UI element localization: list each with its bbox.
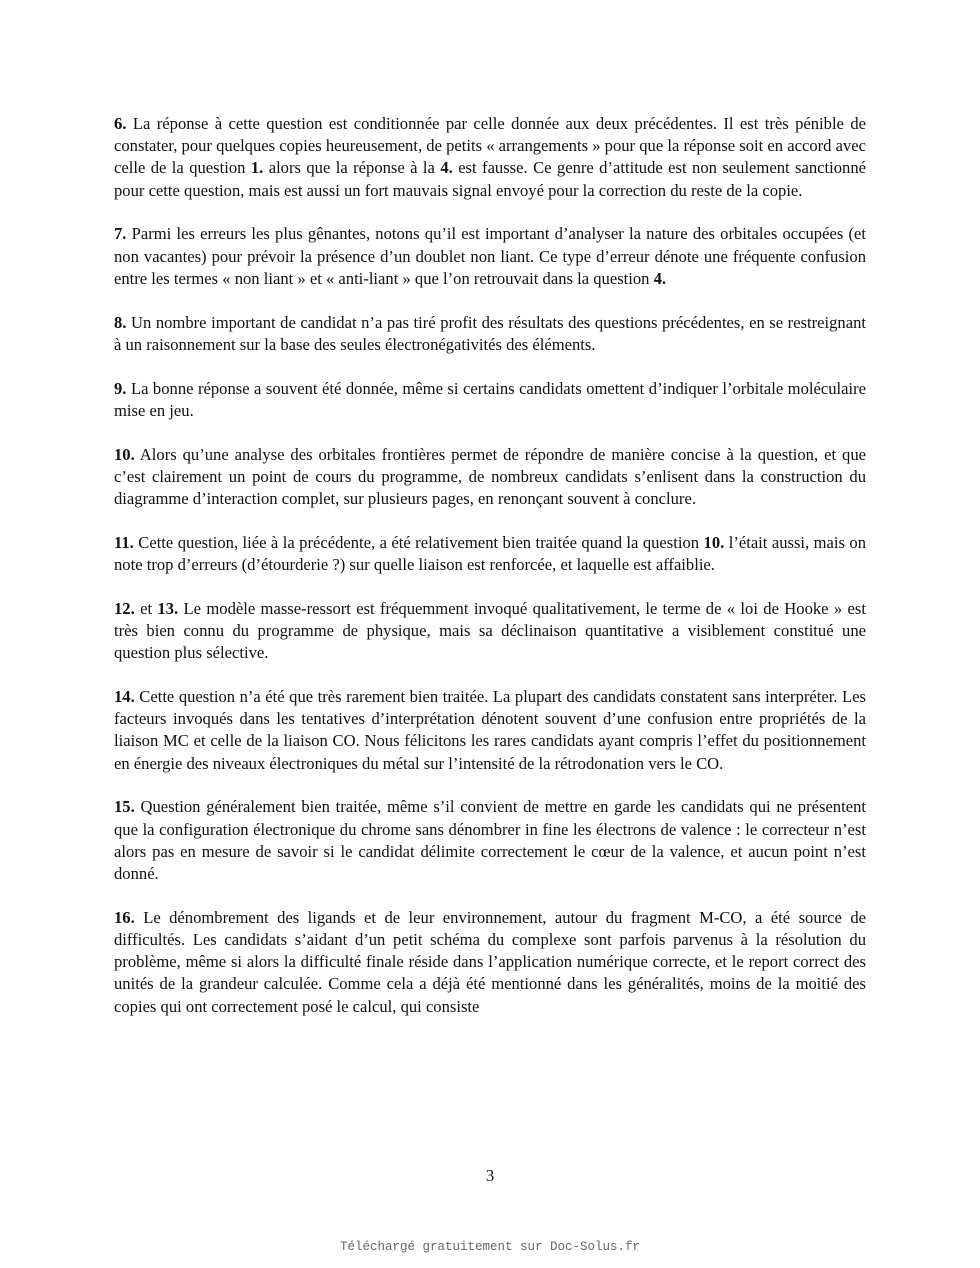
paragraph-q7 bbox=[114, 223, 866, 290]
paragraph-text: l’était aussi, mais on note trop d’erreurs (d’étourderie ?) sur quelle liaison est renforcée, et laquelle est affaiblie. bbox=[114, 532, 866, 575]
question-number: 14. bbox=[114, 687, 135, 707]
document-body bbox=[114, 113, 866, 1039]
question-reference: 10. bbox=[703, 532, 725, 552]
question-reference: 4. bbox=[653, 268, 667, 288]
question-number: 9. bbox=[114, 378, 127, 398]
question-number: 15. bbox=[114, 797, 135, 817]
paragraph-text: Question généralement bien traitée, même s’il convient de mettre en garde les candidats qui ne présentent que la configuration électronique du chrome sans dénombrer in fine les électrons de valence : le correcteur n’est alors pas en mesure de savoir si le candidat délimite correctement le cœur de la valence, et aucun point n’est donné. bbox=[114, 797, 866, 884]
question-number: 7. bbox=[114, 224, 127, 244]
paragraph-q8 bbox=[114, 312, 866, 356]
paragraph-text: et bbox=[134, 598, 158, 618]
paragraph-q15 bbox=[114, 796, 866, 885]
question-number: 16. bbox=[114, 907, 135, 927]
paragraph-q16 bbox=[114, 907, 866, 1018]
question-number: 13. bbox=[157, 598, 179, 618]
paragraph-text: La réponse à cette question est conditionnée par celle donnée aux deux précédentes. Il est très pénible de constater, pour quelques copies heureusement, de petits « arrangements » pour que la réponse soit en accord avec celle de la question bbox=[114, 114, 866, 178]
paragraph-text: est fausse. Ce genre d’attitude est non seulement sanctionné pour cette question, mais est aussi un fort mauvais signal envoyé pour la correction du reste de la copie. bbox=[114, 158, 866, 200]
paragraph-q14 bbox=[114, 686, 866, 775]
question-number: 11. bbox=[114, 532, 134, 552]
paragraph-q12-13 bbox=[114, 598, 866, 665]
paragraph-q11 bbox=[114, 532, 866, 576]
paragraph-text: Parmi les erreurs les plus gênantes, notons qu’il est important d’analyser la nature des orbitales occupées (et non vacantes) pour prévoir la présence d’un doublet non liant. Ce type d’erreur dénote une fréquente confusion entre les termes « non liant » et « anti-liant » que l’on retrouvait dans la question bbox=[114, 224, 866, 288]
paragraph-q10 bbox=[114, 444, 866, 511]
question-number: 6. bbox=[114, 114, 127, 133]
paragraph-text: Le dénombrement des ligands et de leur environnement, autour du fragment M-CO, a été source de difficultés. Les candidats s’aidant d’un petit schéma du complexe sont parfois parvenus à la résolution du problème, même si alors la difficulté finale réside dans l’application numérique correcte, et le report correct des unités de la grandeur calculée. Comme cela a déjà été mentionné dans les généralités, moins de la moitié des copies qui ont correctement posé le calcul, qui consiste bbox=[114, 907, 866, 1016]
paragraph-q9 bbox=[114, 378, 866, 422]
question-reference: 4. bbox=[440, 158, 453, 178]
paragraph-q6 bbox=[114, 113, 866, 202]
paragraph-text: Cette question n’a été que très rarement bien traitée. La plupart des candidats constatent sans interpréter. Les facteurs invoqués dans les tentatives d’interprétation dénotent souvent d’une confusion entre propriétés de la liaison MC et celle de la liaison CO. Nous félicitons les rares candidats ayant compris l’effet du positionnement en énergie des niveaux électroniques du métal sur l’intensité de la rétrodonation vers le CO. bbox=[114, 687, 866, 773]
paragraph-text: Le modèle masse-ressort est fréquemment invoqué qualitativement, le terme de « loi de Hooke » est très bien connu du programme de physique, mais sa déclinaison quantitative a visiblement constitué une question plus sélective. bbox=[114, 598, 866, 663]
question-number: 12. bbox=[114, 598, 135, 618]
paragraph-text: Alors qu’une analyse des orbitales frontières permet de répondre de manière concise à la question, et que c’est clairement un point de cours du programme, de nombreux candidats s’enlisent dans la construction du diagramme d’interaction complet, sur plusieurs pages, en renonçant souvent à conclure. bbox=[114, 444, 866, 509]
download-footer: Téléchargé gratuitement sur Doc-Solus.fr bbox=[339, 1240, 641, 1254]
paragraph-text: Cette question, liée à la précédente, a été relativement bien traitée quand la question bbox=[133, 532, 704, 552]
question-number: 10. bbox=[114, 444, 135, 464]
question-reference: 1. bbox=[250, 158, 264, 178]
question-number: 8. bbox=[114, 312, 127, 332]
paragraph-text: alors que la réponse à la bbox=[263, 158, 441, 178]
page-number: 3 bbox=[485, 1166, 495, 1185]
paragraph-text: Un nombre important de candidat n’a pas tiré profit des résultats des questions précédentes, en se restreignant à un raisonnement sur la base des seules électronégativités des éléments. bbox=[114, 312, 866, 354]
paragraph-text: La bonne réponse a souvent été donnée, même si certains candidats omettent d’indiquer l’orbitale moléculaire mise en jeu. bbox=[114, 378, 866, 420]
